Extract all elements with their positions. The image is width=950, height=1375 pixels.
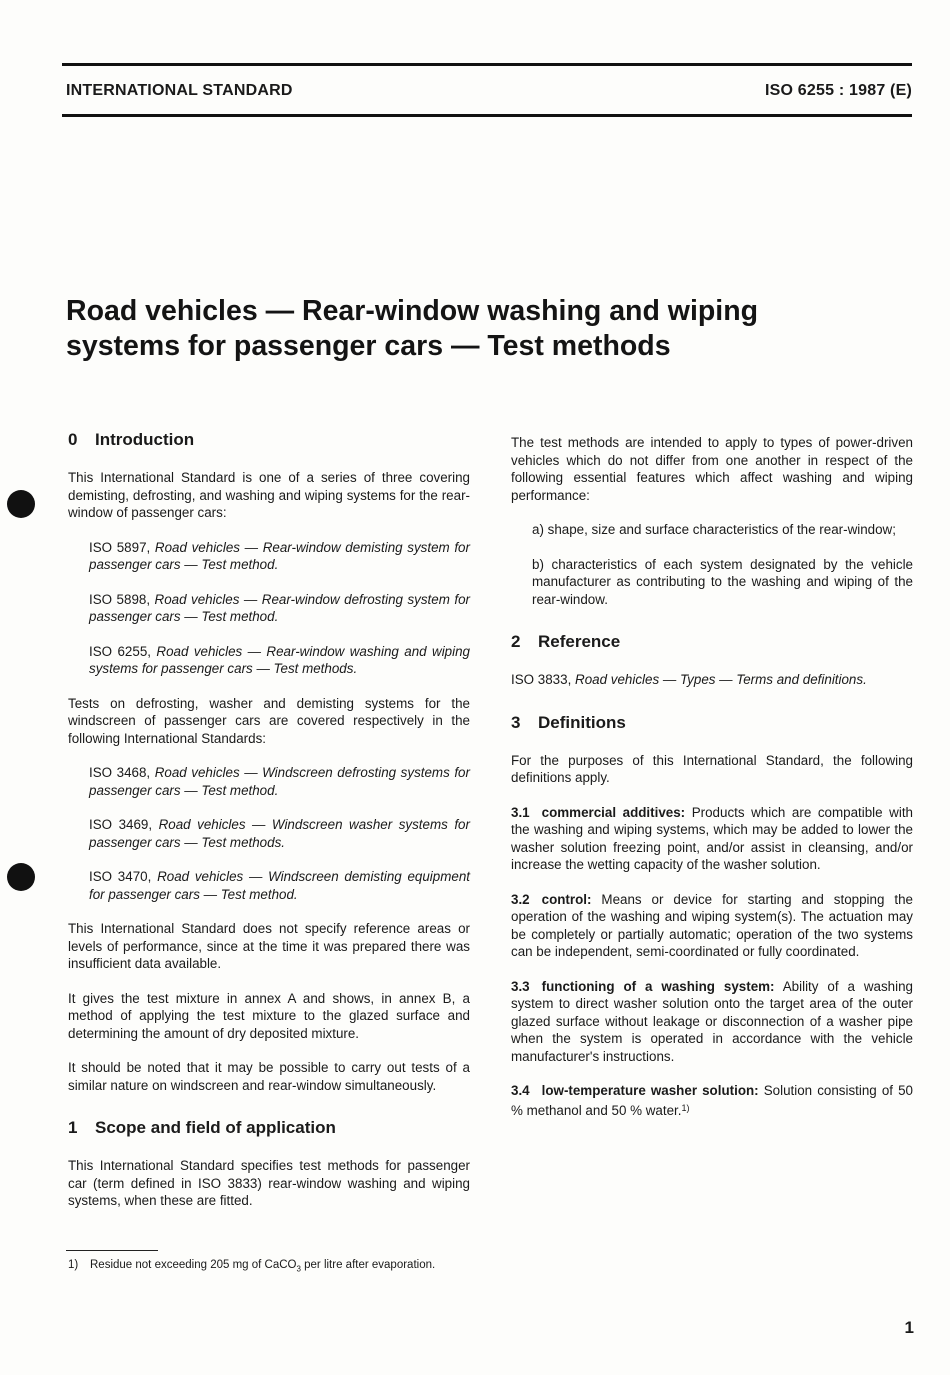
reference-item: ISO 5898, Road vehicles — Rear-window defrosting system for passenger cars — Test method. xyxy=(89,591,470,624)
reference-item: ISO 5897, Road vehicles — Rear-window demisting system for passenger cars — Test method. xyxy=(89,539,470,572)
paragraph: This International Standard is one of a series of three covering demisting, defrosting, and washing and wiping systems for the rear-window of passenger cars: xyxy=(68,470,470,520)
section-title: Definitions xyxy=(538,712,626,732)
header-document-id: ISO 6255 : 1987 (E) xyxy=(765,82,912,99)
definition-3-2: 3.2 control: Means or device for starting and stopping the operation of the washing and wiping system(s). The actuation may be completely or partially automatic; operation of the two systems can be independent, semi-coordinated or fully coordinated. xyxy=(511,891,913,959)
punch-hole xyxy=(7,863,35,891)
section-number: 3 xyxy=(511,712,521,732)
reference-item: ISO 3833, Road vehicles — Types — Terms and definitions. xyxy=(511,672,867,687)
footnote: 1) Residue not exceeding 205 mg of CaCO$_3$ per litre after evaporation. xyxy=(68,1259,436,1274)
section-title: Introduction xyxy=(95,430,195,449)
reference-item: ISO 3468, Road vehicles — Windscreen defrosting systems for passenger cars — Test method. xyxy=(89,765,470,798)
list-item: b) characteristics of each system designated by the vehicle manufacturer as contributing to the washing and wiping of the rear-window. xyxy=(532,556,913,607)
section-number: 1 xyxy=(68,1118,78,1137)
section-3-heading xyxy=(511,711,913,735)
definition-3-4: 3.4 low-temperature washer solution: Solution consisting of 50 % methanol and 50 % water.$^{1)}$ xyxy=(511,1083,913,1118)
title-line-1: Road vehicles — Rear-window washing and wiping xyxy=(66,295,759,327)
paragraph: The test methods are intended to apply to types of power-driven vehicles which do not differ from one another in respect of the following essential features which affect washing and wiping performance: xyxy=(511,435,913,503)
list-item: a) shape, size and surface characteristics of the rear-window; xyxy=(532,522,896,537)
paragraph: This International Standard specifies test methods for passenger car (term defined in ISO 3833) rear-window washing and wiping systems, when these are fitted. xyxy=(68,1158,470,1208)
definition-3-1: 3.1 commercial additives: Products which are compatible with the washing and wiping systems, which may be added to lower the washer solution freezing point, and/or assist in cleansing, and/or increase the wetting capacity of the washer solution. xyxy=(511,804,913,872)
header-rule-top xyxy=(62,63,912,66)
footnote-rule xyxy=(66,1250,158,1251)
page-number: 1 xyxy=(904,1318,914,1337)
right-column xyxy=(511,434,913,1136)
paragraph: For the purposes of this International Standard, the following definitions apply. xyxy=(511,752,913,785)
title-line-2: systems for passenger cars — Test methods xyxy=(66,330,671,362)
definition-3-3: 3.3 functioning of a washing system: Ability of a washing system to direct washer solution onto the target area of the outer glazed surface without leakage or disconnection of a washer pipe when the system is operated in accordance with the vehicle manufacturer's instructions. xyxy=(511,978,914,1064)
paragraph: This International Standard does not specify reference areas or levels of performance, since at the time it was prepared there was insufficient data available. xyxy=(68,921,470,971)
reference-item: ISO 3469, Road vehicles — Windscreen washer systems for passenger cars — Test methods. xyxy=(89,817,470,850)
header-rule-bottom xyxy=(62,114,912,117)
left-column xyxy=(68,428,470,1227)
reference-item: ISO 6255, Road vehicles — Rear-window washing and wiping systems for passenger cars — Test methods. xyxy=(89,643,470,676)
section-title: Reference xyxy=(538,632,621,651)
document-title xyxy=(66,294,906,364)
paragraph: Tests on defrosting, washer and demisting systems for the windscreen of passenger cars are covered respectively in the following International Standards: xyxy=(68,695,470,746)
header-standard-label: INTERNATIONAL STANDARD xyxy=(66,82,293,99)
punch-hole xyxy=(7,490,35,518)
paragraph: It should be noted that it may be possible to carry out tests of a similar nature on windscreen and rear-window simultaneously. xyxy=(68,1060,470,1093)
section-number: 2 xyxy=(511,632,521,651)
section-number: 0 xyxy=(68,430,78,449)
reference-item: ISO 3470, Road vehicles — Windscreen demisting equipment for passenger cars — Test method. xyxy=(89,869,470,902)
section-title: Scope and field of application xyxy=(95,1118,336,1137)
footnote-reference[interactable]: 1) xyxy=(681,1102,690,1113)
section-2-heading xyxy=(511,630,913,654)
footnote-mark: 1) xyxy=(68,1259,79,1271)
section-1-heading xyxy=(68,1116,470,1140)
section-0-heading xyxy=(68,428,470,452)
paragraph: It gives the test mixture in annex A and shows, in annex B, a method of applying the test mixture to the glazed surface and determining the amount of dry deposited mixture. xyxy=(68,990,470,1041)
